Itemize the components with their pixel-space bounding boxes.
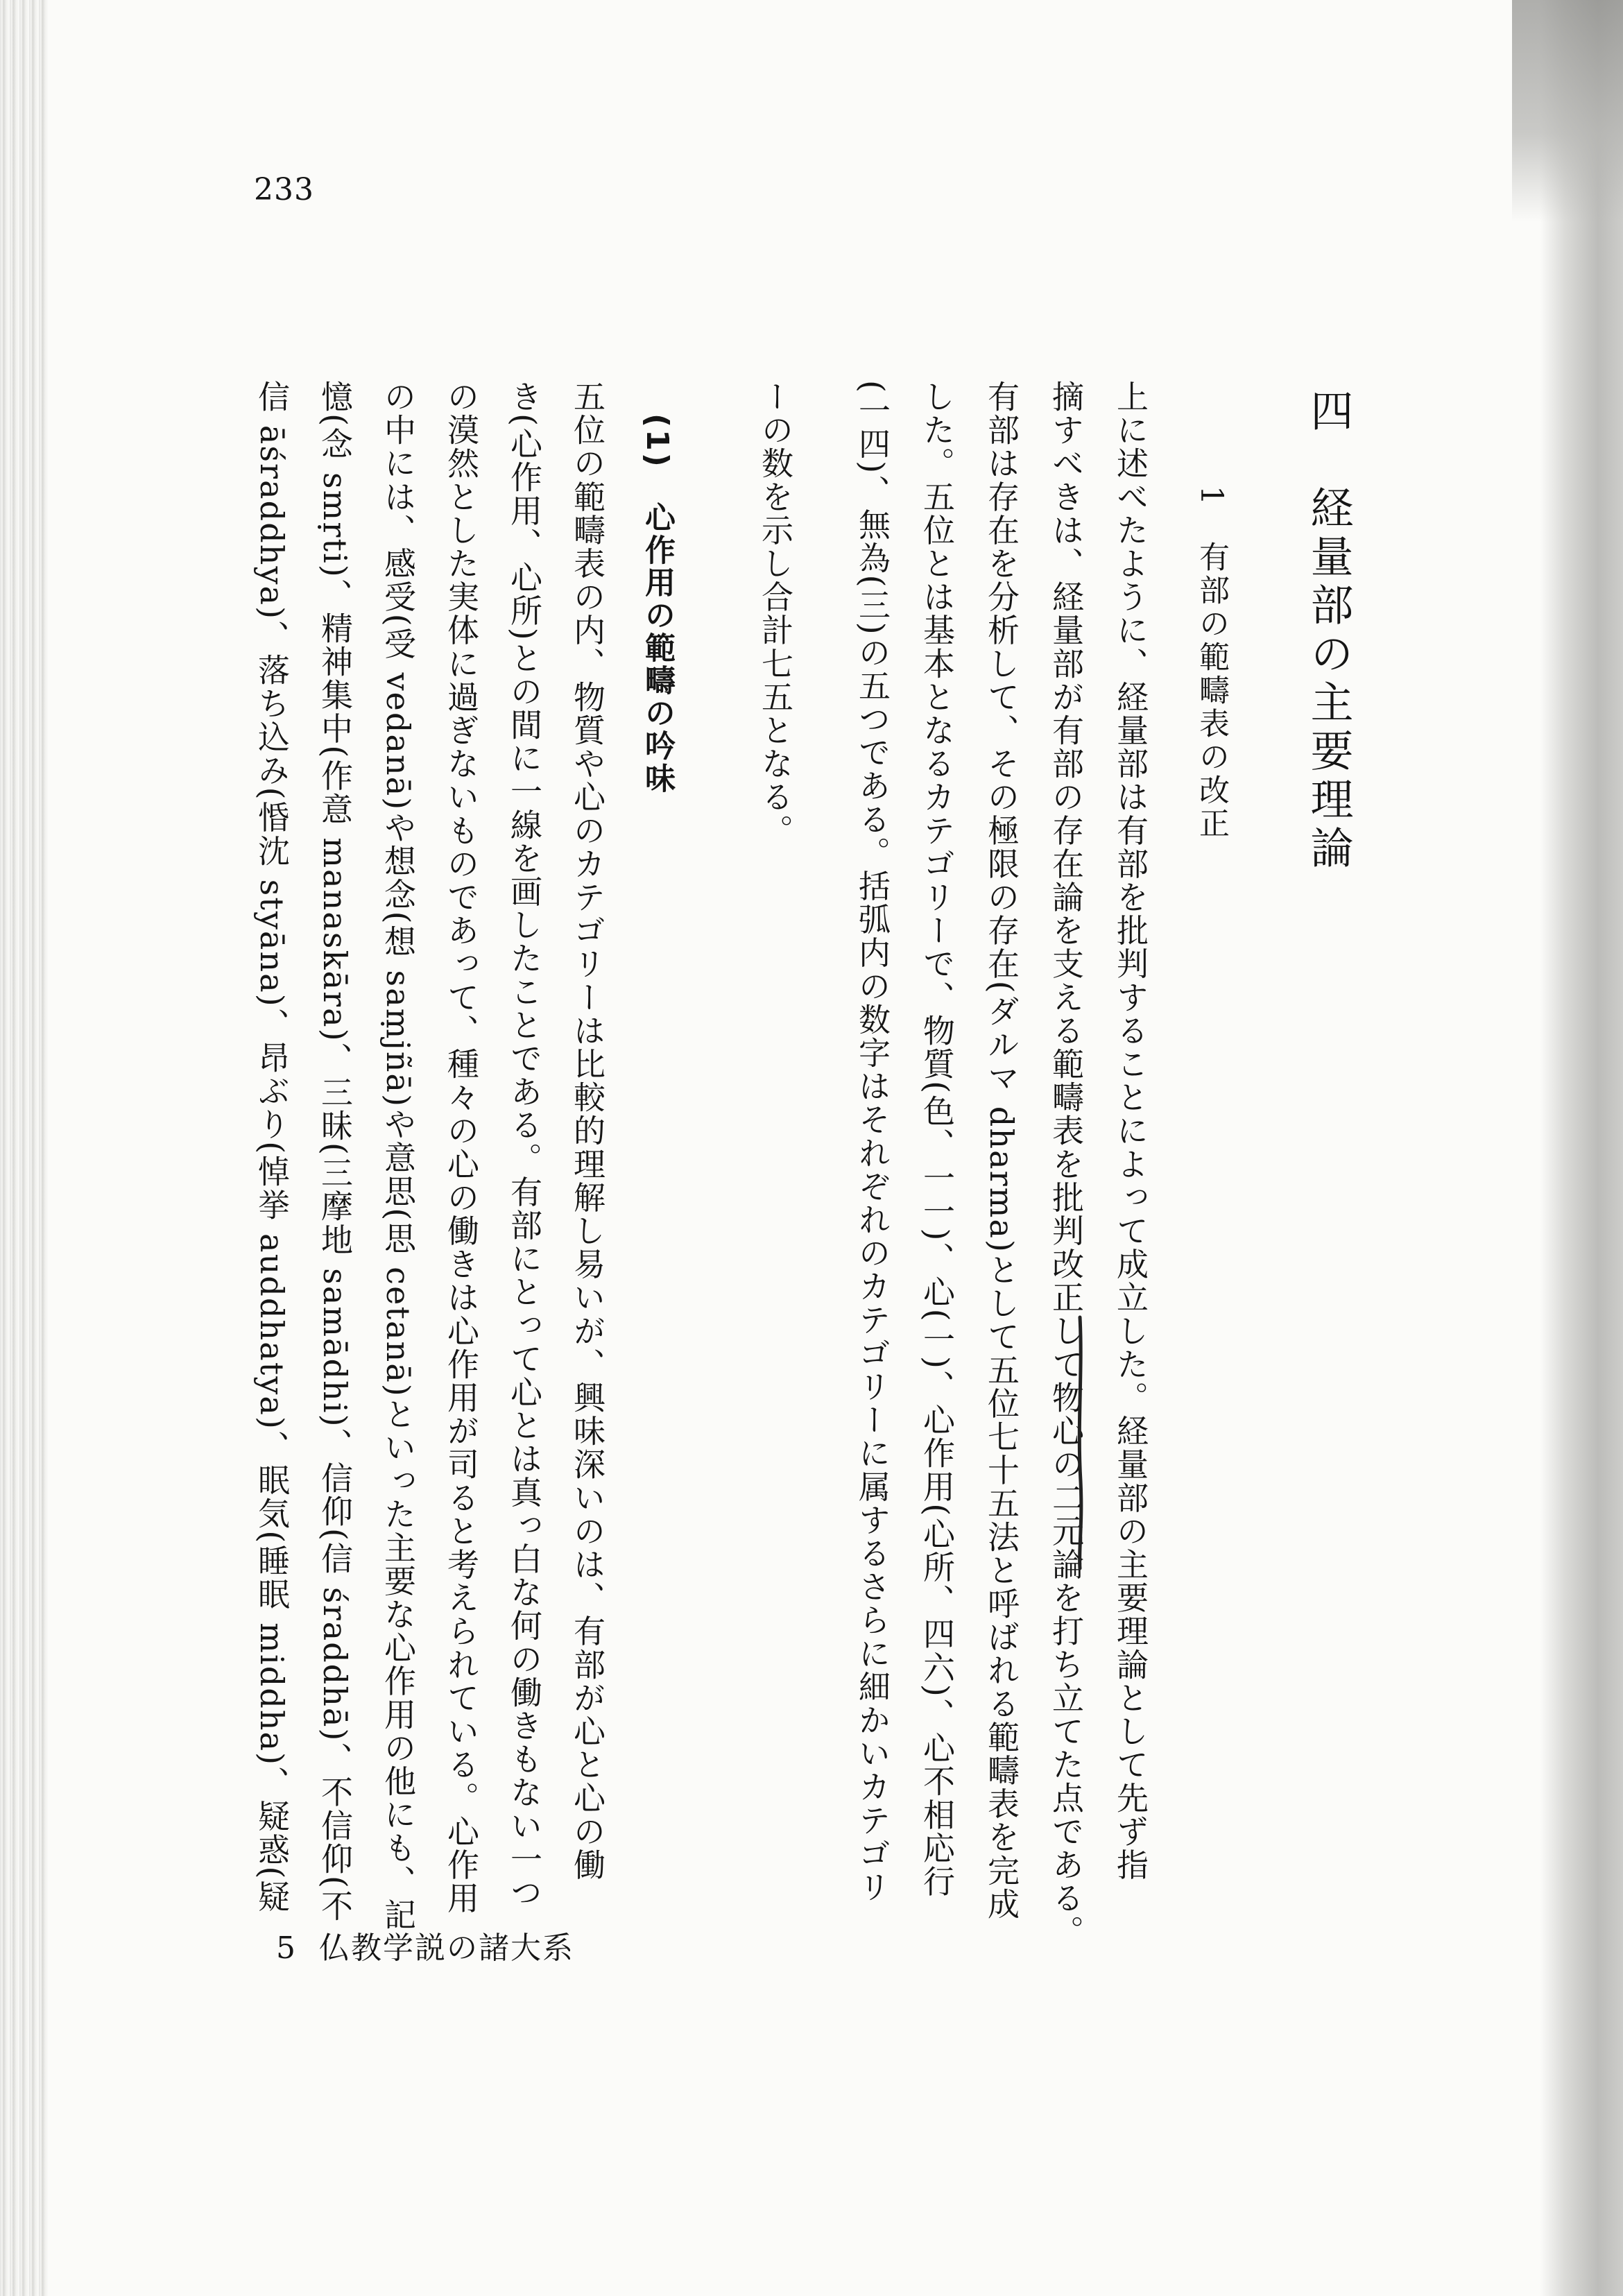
section-paragraph-line: 有部は存在を分析して、その極限の存在(ダルマ dharma)として五位七十五法と呼ばれる範疇表を完成: [983, 380, 1020, 1921]
subsection-paragraph-line: 憶(念 smṛti)、精神集中(作意 manaskāra)、三昧(三摩地 samādhi)、信仰(信 śraddhā)、不信仰(不: [316, 380, 354, 1924]
pen-underline-mark: [1072, 1314, 1088, 1571]
subsection-paragraph-line: 信 āśraddhya)、落ち込み(惛沈 styāna)、昂ぶり(悼挙 auddhatya)、眠気(睡眠 middha)、疑惑(疑: [253, 380, 291, 1914]
scan-edge-right: [1540, 0, 1623, 2296]
section-paragraph-line: ーの数を示し合計七五となる。: [757, 380, 794, 848]
footer-chapter-number: 5: [276, 1930, 297, 1966]
section-paragraph-line: 上に述べたように、経量部は有部を批判することによって成立した。経量部の主要理論として先ず指: [1112, 380, 1149, 1882]
section-title: 1 有部の範疇表の改正: [1194, 486, 1229, 841]
chapter-title: 四 経量部の主要理論: [1303, 388, 1354, 874]
scan-edge-right-shadow: [1512, 0, 1623, 222]
section-paragraph-line: した。五位とは基本となるカテゴリーで、物質(色、一一)、心(一)、心作用(心所、四六)、心不相応行: [918, 380, 956, 1899]
scan-edge-left: [0, 0, 49, 2296]
section-paragraph-line: (一四)、無為(三)の五つである。括弧内の数字はそれぞれのカテゴリーに属するさらに細かいカテゴリ: [854, 380, 891, 1904]
section-paragraph-line: 摘すべきは、経量部が有部の存在論を支える範疇表を批判改正して物心の二元論を打ち立てた点である。: [1047, 380, 1085, 1948]
subsection-paragraph-line: き(心作用、心所)との間に一線を画したことである。有部にとって心とは真っ白な何の働きもない一つ: [506, 380, 543, 1910]
footer-chapter-title: 仏教学説の諸大系: [319, 1930, 574, 1966]
subsection-paragraph-line: 五位の範疇表の内、物質や心のカテゴリーは比較的理解し易いが、興味深いのは、有部が心と心の働: [569, 380, 606, 1882]
subsection-paragraph-line: の中には、感受(受 vedanā)や想念(想 saṃjñā)や意思(思 cetanā)といった主要な心作用の他にも、記: [379, 380, 417, 1932]
page-number: 233: [254, 172, 314, 207]
subsection-title: (1) 心作用の範疇の吟味: [639, 413, 675, 795]
running-footer: [276, 1923, 574, 1967]
subsection-paragraph-line: の漠然とした実体に過ぎないものであって、種々の心の働きは心作用が司ると考えられている。心作用: [443, 380, 480, 1915]
